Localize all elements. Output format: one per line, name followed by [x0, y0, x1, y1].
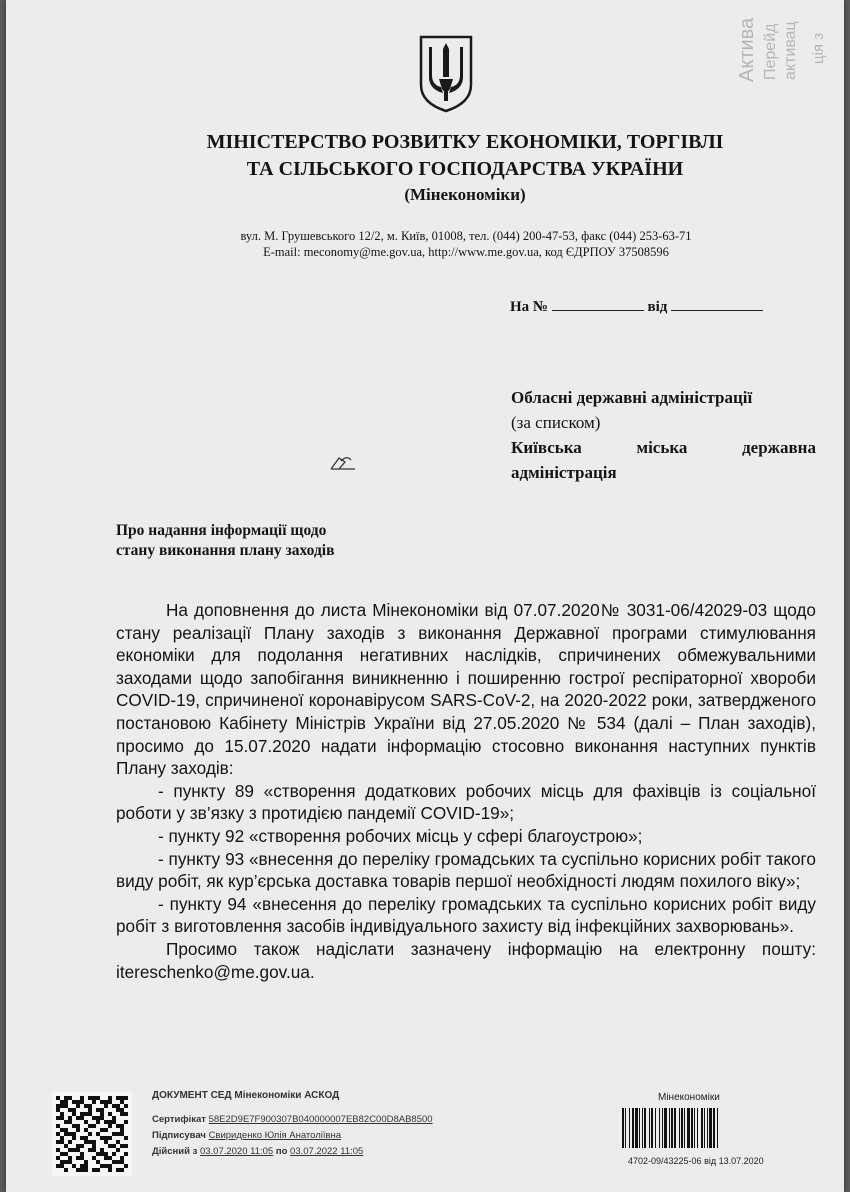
body-paragraph: На доповнення до листа Мінекономіки від 07.07.2020№ 3031-06/42029-03 щодо стану реалізації Плану заходів з виконання Державної програми стимулювання економіки для подолання негативних наслідків, спричинених обмежувальними заходами щодо запобігання виникненню і поширенню гострої респіраторної хвороби COVID-19, спричиненої коронавірусом SARS-CoV-2, на 2020-2022 роки, затвердженого постановою Кабінету Міністрів України від 27.05.2020 № 534 (далі – План заходів), просимо до 15.07.2020 надати інформацію стосовно виконання наступних пунктів Плану заходів: — [116, 600, 816, 779]
stamp-signer: Підписувач Свириденко Юлія Анатоліївна — [152, 1130, 342, 1141]
reference-date-label: від — [647, 299, 668, 315]
qr-code-icon — [52, 1092, 132, 1176]
ministry-short-name: (Мінекономіки) — [404, 185, 526, 204]
stamp-certificate: Сертифікат 58E2D9E7F900307B040000007EB82C00D8AB8500 — [152, 1114, 433, 1125]
pen-cursor-icon — [329, 452, 357, 472]
coat-of-arms-icon — [417, 33, 475, 113]
subject-line: стану виконання плану заходів — [116, 542, 335, 559]
watermark-line: Актива — [736, 17, 758, 82]
electronic-signature-stamp — [152, 1088, 433, 1160]
ministry-name-line1: МІНІСТЕРСТВО РОЗВИТКУ ЕКОНОМІКИ, ТОРГІВЛІ — [206, 131, 724, 153]
valid-from-date: 03.07.2020 11:05 — [199, 1146, 274, 1157]
ministry-email: E-mail: meconomy@me.gov.ua, http://www.me.gov.ua, код ЄДРПОУ 37508596 — [263, 245, 669, 259]
reference-number-label: На № — [510, 299, 548, 315]
ministry-address: вул. М. Грушевського 12/2, м. Київ, 01008, тел. (044) 200-47-53, факс (044) 253-63-71 — [240, 229, 692, 243]
stamp-validity: Дійсний з 03.07.2020 11:05 по 03.07.2022 11:05 — [152, 1146, 364, 1157]
addressee-line: Обласні державні адміністрації — [511, 388, 753, 407]
signer-name: Свириденко Юлія Анатоліївна — [208, 1130, 342, 1141]
addressee-line — [511, 435, 816, 460]
barcode-icon — [622, 1108, 790, 1148]
addressee-word: Київська — [511, 438, 582, 457]
plan-item: - пункту 93 «внесення до переліку громадських та суспільно корисних робіт такого виду робіт, як кур’єрська доставка товарів першої необхідності людям похилого віку»; — [116, 848, 816, 892]
addressee-note: (за списком) — [511, 413, 601, 432]
certificate-id: 58E2D9E7F900307B040000007EB82C00D8AB8500 — [208, 1114, 433, 1125]
barcode-label: Мінекономіки — [658, 1092, 720, 1103]
addressee-line: адміністрація — [511, 463, 617, 482]
letter-subject — [116, 521, 334, 561]
addressee-block — [511, 385, 816, 485]
plan-item: - пункту 94 «внесення до переліку громадських та суспільно корисних робіт виду робіт з виготовлення засобів індивідуального захисту від інфекційних захворювань». — [116, 893, 816, 937]
document-page — [6, 0, 844, 1192]
addressee-word: міська — [636, 438, 688, 457]
valid-to-date: 03.07.2022 11:05 — [290, 1146, 364, 1157]
reference-line — [510, 296, 763, 316]
stamp-title: ДОКУМЕНТ СЕД Мінекономіки АСКОД — [152, 1090, 340, 1101]
addressee-word: державна — [742, 438, 816, 457]
reference-date-blank — [671, 296, 763, 311]
watermark-line: активац — [782, 21, 799, 80]
body-paragraph: Просимо також надіслати зазначену інформацію на електронну пошту: itereschenko@me.gov.ua. — [116, 938, 816, 982]
reference-number-blank — [552, 296, 644, 311]
activation-watermark — [736, 4, 844, 82]
subject-line: Про надання інформації щодо — [116, 522, 327, 539]
registration-number: 4702-09/43225-06 від 13.07.2020 — [628, 1156, 764, 1166]
watermark-line: ція з — [810, 32, 827, 64]
watermark-line: Перейд — [762, 23, 779, 80]
letter-body — [116, 599, 816, 983]
plan-item: - пункту 89 «створення додаткових робочих місць для фахівців із соціальної роботи у зв’язку з протидією пандемії COVID-19»; — [116, 780, 816, 824]
ministry-name-line2: ТА СІЛЬСЬКОГО ГОСПОДАРСТВА УКРАЇНИ — [246, 158, 684, 180]
plan-item: - пункту 92 «створення робочих місць у сфері благоустрою»; — [158, 825, 643, 846]
